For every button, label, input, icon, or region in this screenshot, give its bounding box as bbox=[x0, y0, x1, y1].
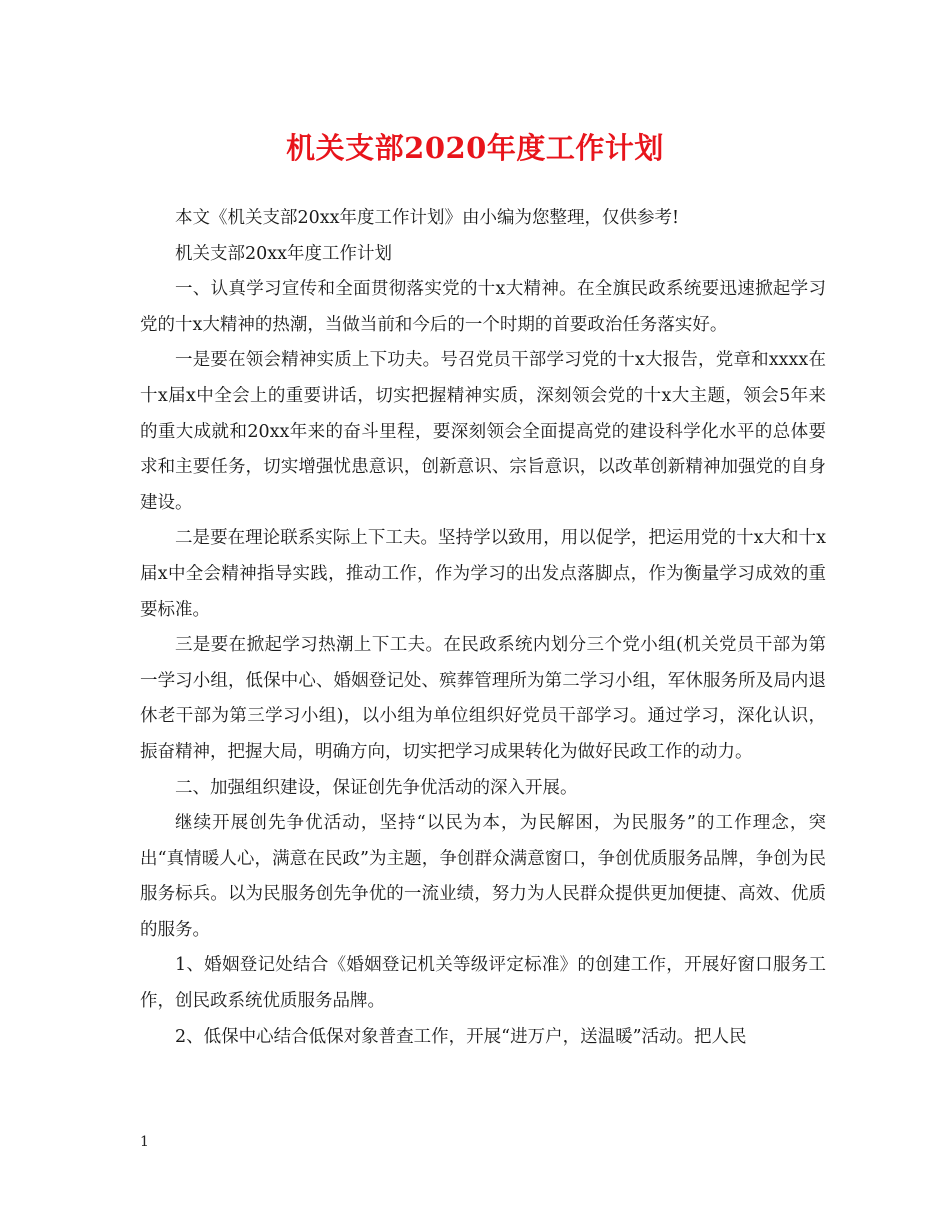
paragraph-item-one: 1、婚姻登记处结合《婚姻登记机关等级评定标准》的创建工作，开展好窗口服务工作，创民政系统优质服务品牌。 bbox=[140, 955, 826, 1012]
paragraph-item-two: 2、低保中心结合低保对象普查工作，开展“进万户，送温暖”活动。把人民 bbox=[175, 1026, 747, 1047]
paragraph-subtitle: 机关支部20xx年度工作计划 bbox=[175, 243, 393, 264]
paragraph-point-two: 二是要在理论联系实际上下工夫。坚持学以致用，用以促学，把运用党的十x大和十x届x中全会精神指导实践，推动工作，作为学习的出发点落脚点，作为衡量学习成效的重要标准。 bbox=[140, 528, 826, 620]
paragraph-section-two: 二、加强组织建设，保证创先争优活动的深入开展。 bbox=[175, 777, 578, 798]
paragraph-point-three: 三是要在掀起学习热潮上下工夫。在民政系统内划分三个党小组(机关党员干部为第一学习小组，低保中心、婚姻登记处、殡葬管理所为第二学习小组，军休服务所及局内退休老干部为第三学习小组)，以小组为单位组织好党员干部学习。通过学习，深化认识，振奋精神，把握大局，明确方向，切实把学习成果转化为做好民政工作的动力。 bbox=[140, 635, 826, 762]
page-number: 1 bbox=[140, 1134, 149, 1150]
paragraph-section-two-body: 继续开展创先争优活动，坚持“以民为本，为民解困，为民服务”的工作理念，突出“真情暖人心，满意在民政”为主题，争创群众满意窗口，争创优质服务品牌，争创为民服务标兵。以为民服务创先争优的一流业绩，努力为人民群众提供更加便捷、高效、优质的服务。 bbox=[140, 813, 826, 940]
document-body bbox=[140, 201, 826, 1055]
document-title: 机关支部2020年度工作计划 bbox=[286, 131, 664, 165]
paragraph-section-one: 一、认真学习宣传和全面贯彻落实党的十x大精神。在全旗民政系统要迅速掀起学习党的十x大精神的热潮，当做当前和今后的一个时期的首要政治任务落实好。 bbox=[140, 279, 826, 335]
paragraph-intro: 本文《机关支部20xx年度工作计划》由小编为您整理，仅供参考! bbox=[175, 208, 680, 228]
paragraph-point-one: 一是要在领会精神实质上下功夫。号召党员干部学习党的十x大报告，党章和xxxx在十x届x中全会上的重要讲话，切实把握精神实质，深刻领会党的十x大主题，领会5年来的重大成就和20xx年来的奋斗里程，要深刻领会全面提高党的建设科学化水平的总体要求和主要任务，切实增强忧患意识，创新意识、宗旨意识，以改革创新精神加强党的自身建设。 bbox=[140, 350, 826, 513]
